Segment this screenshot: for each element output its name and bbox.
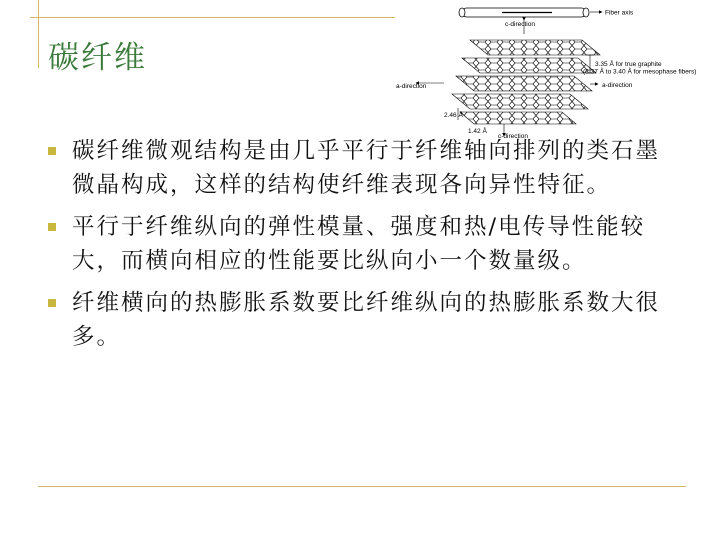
dimension-1-42-label: 1.42 Å xyxy=(468,128,487,135)
graphite-structure-diagram xyxy=(392,0,720,140)
list-item xyxy=(46,210,676,278)
a-direction-left-label: a-direction xyxy=(396,83,427,90)
a-direction-right-label: a-direction xyxy=(602,82,633,89)
bullet-text: 纤维横向的热膨胀系数要比纤维纵向的热膨胀系数大很多。 xyxy=(72,290,661,350)
spacing-label-line1: 3.35 Å for true graphite xyxy=(595,61,662,68)
graphite-layers xyxy=(452,40,600,124)
fiber-axis-label: Fiber axis xyxy=(605,9,634,17)
bullet-square-icon xyxy=(48,147,56,155)
bullet-square-icon xyxy=(48,299,56,307)
bullet-list xyxy=(46,134,676,362)
decorative-bottom-line xyxy=(38,486,686,487)
list-item xyxy=(46,134,676,202)
slide-title: 碳纤维 xyxy=(48,40,147,76)
decorative-top-line xyxy=(30,17,395,18)
decorative-vertical-line xyxy=(38,0,39,68)
fiber-axis-cylinder xyxy=(459,8,589,17)
dimension-2-46-label: 2.46 Å xyxy=(444,112,463,119)
spacing-label-line2: (3.37 Å to 3.40 Å for mesophase fibers) xyxy=(583,68,697,76)
bullet-text: 碳纤维微观结构是由几乎平行于纤维轴向排列的类石墨微晶构成，这样的结构使纤维表现各向异性特征。 xyxy=(72,138,661,198)
c-direction-top-label: c-direction xyxy=(505,21,535,28)
list-item xyxy=(46,286,676,354)
bullet-square-icon xyxy=(48,223,56,231)
bullet-text: 平行于纤维纵向的弹性模量、强度和热/电传导性能较大，而横向相应的性能要比纵向小一个数量级。 xyxy=(72,214,646,274)
c-direction-bottom-label: c-direction xyxy=(498,133,528,140)
